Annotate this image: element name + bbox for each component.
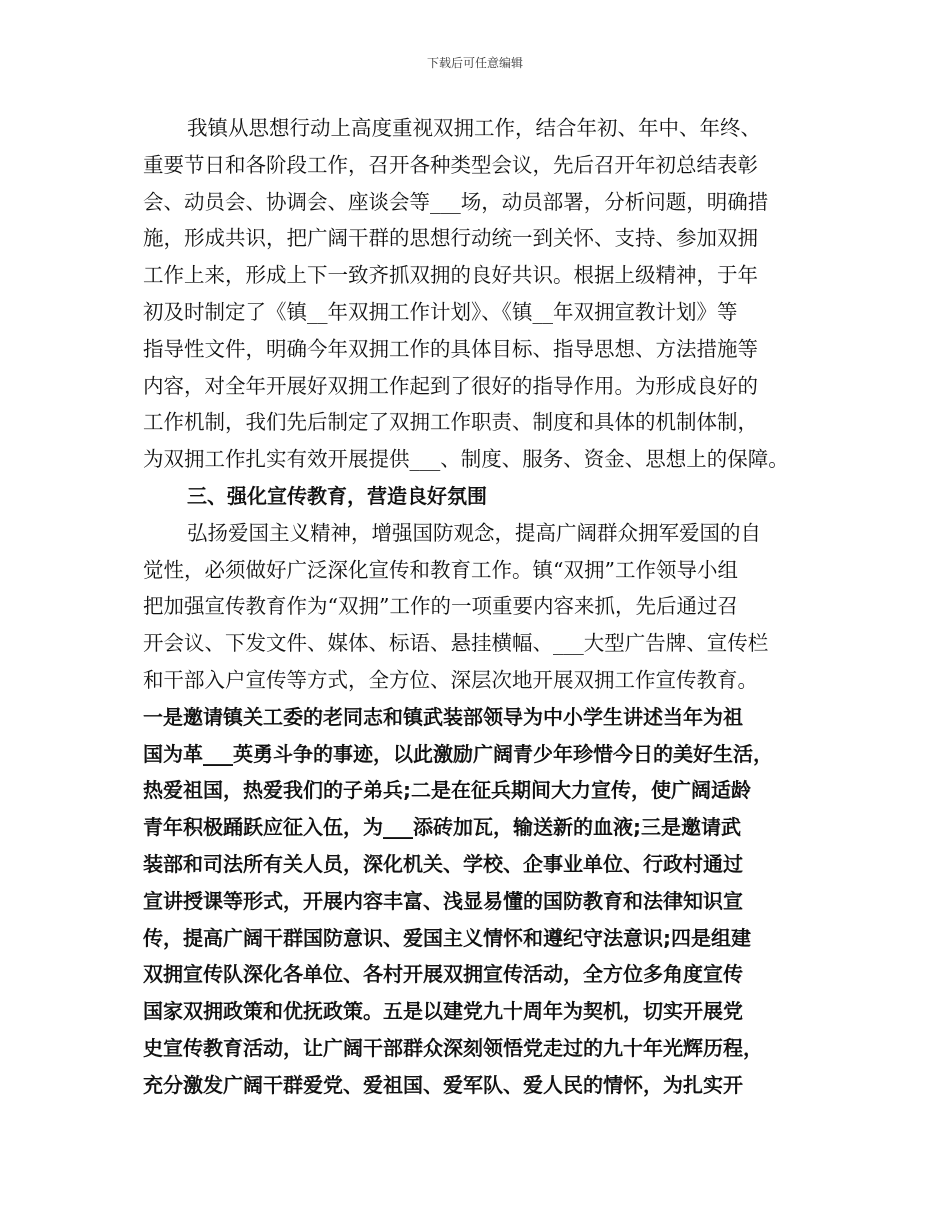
page-header: 下载后可任意编辑 bbox=[426, 56, 523, 70]
bold-paragraph-line: 一是邀请镇关工委的老同志和镇武装部领导为中小学生讲述当年为祖 bbox=[143, 704, 743, 729]
bold-paragraph-line: 双拥宣传队深化各单位、各村开展双拥宣传活动，全方位多角度宣传 bbox=[143, 962, 743, 987]
bold-paragraph-line: 史宣传教育活动，让广阔干部群众深刻领悟党走过的九十年光辉历程， bbox=[143, 1035, 763, 1060]
document-body bbox=[143, 110, 813, 1104]
section-heading: 三、强化宣传教育，营造良好氛围 bbox=[187, 483, 487, 508]
bold-paragraph-line: 青年积极踊跃应征入伍，为___添砖加瓦，输送新的血液;三是邀请武 bbox=[143, 815, 741, 840]
bold-paragraph-line: 国为革___英勇斗争的事迹，以此激励广阔青少年珍惜今日的美好生活， bbox=[143, 741, 773, 766]
paragraph-line: 重要节日和各阶段工作，召开各种类型会议，先后召开年初总结表彰 bbox=[143, 152, 758, 177]
bold-paragraph-line: 宣讲授课等形式，开展内容丰富、浅显易懂的国防教育和法律知识宣 bbox=[143, 888, 743, 913]
bold-paragraph-line: 国家双拥政策和优抚政策。五是以建党九十周年为契机，切实开展党 bbox=[143, 999, 743, 1024]
paragraph-line: 内容，对全年开展好双拥工作起到了很好的指导作用。为形成良好的 bbox=[143, 373, 758, 398]
paragraph-line: 工作上来，形成上下一致齐抓双拥的良好共识。根据上级精神，于年 bbox=[143, 263, 758, 288]
paragraph-line: 初及时制定了《镇__年双拥工作计划》、《镇__年双拥宣教计划》等 bbox=[143, 299, 738, 324]
paragraph-line: 工作机制，我们先后制定了双拥工作职责、制度和具体的机制体制， bbox=[143, 410, 758, 435]
paragraph-line: 为双拥工作扎实有效开展提供___、制度、服务、资金、思想上的保障。 bbox=[143, 447, 789, 472]
bold-paragraph-line: 传，提高广阔干群国防意识、爱国主义情怀和遵纪守法意识;四是组建 bbox=[143, 925, 751, 950]
paragraph-line: 觉性，必须做好广泛深化宣传和教育工作。镇“双拥”工作领导小组 bbox=[143, 557, 738, 582]
paragraph-line: 开会议、下发文件、媒体、标语、悬挂横幅、___大型广告牌、宣传栏 bbox=[143, 631, 769, 656]
paragraph-line: 施，形成共识，把广阔干群的思想行动统一到关怀、支持、参加双拥 bbox=[143, 226, 758, 251]
paragraph-line: 会、动员会、协调会、座谈会等___场，动员部署，分析问题，明确措 bbox=[143, 189, 769, 214]
paragraph-line: 我镇从思想行动上高度重视双拥工作，结合年初、年中、年终、 bbox=[187, 116, 761, 140]
paragraph-line: 把加强宣传教育作为“双拥”工作的一项重要内容来抓，先后通过召 bbox=[143, 594, 738, 619]
paragraph-line: 指导性文件，明确今年双拥工作的具体目标、指导思想、方法措施等 bbox=[143, 336, 758, 361]
bold-paragraph-line: 装部和司法所有关人员，深化机关、学校、企事业单位、行政村通过 bbox=[143, 851, 743, 876]
bold-paragraph-line: 热爱祖国，热爱我们的子弟兵;二是在征兵期间大力宣传，使广阔适龄 bbox=[143, 778, 751, 803]
paragraph-line: 弘扬爱国主义精神，增强国防观念，提高广阔群众拥军爱国的自 bbox=[187, 520, 761, 545]
bold-paragraph-line: 充分激发广阔干群爱党、爱祖国、爱军队、爱人民的情怀，为扎实开 bbox=[143, 1072, 743, 1097]
paragraph-line: 和干部入户宣传等方式，全方位、深层次地开展双拥工作宣传教育。 bbox=[143, 667, 758, 692]
